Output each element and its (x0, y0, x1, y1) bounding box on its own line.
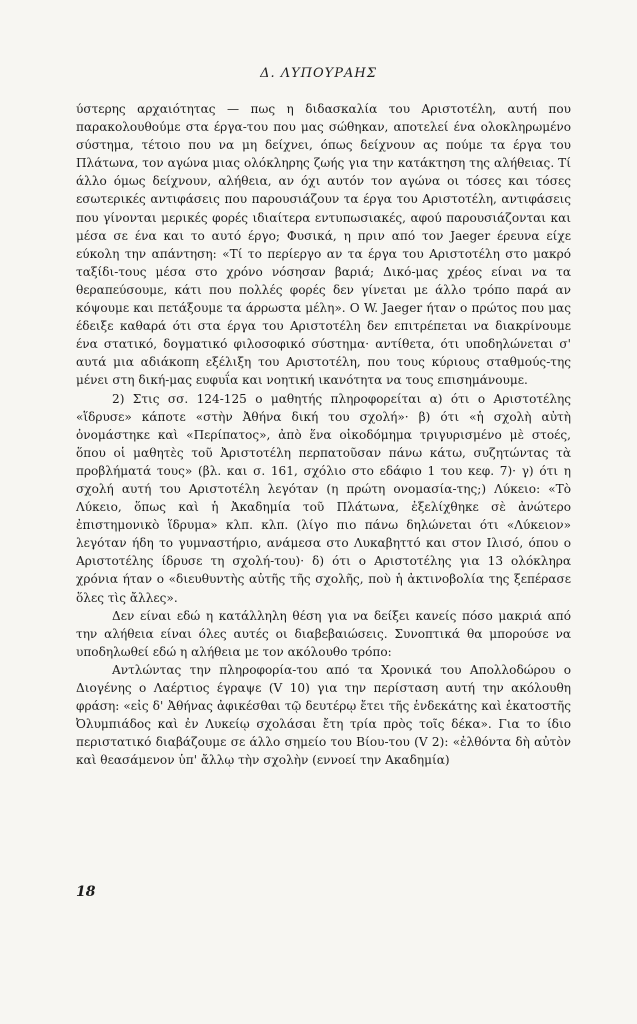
paragraph: Αντλώντας την πληροφορία-του από τα Χρονικά του Απολλοδώρου ο Διογένης ο Λαέρτιος έγραψε (V 10) για την περίσταση αυτή την ακόλουθη φράση: «εἰς δ' Ἀθήνας ἀφικέσθαι τῷ δευτέρῳ ἔτει τῆς ἑνδεκάτης καὶ ἑκατοστῆς Ὀλυμπιάδος καὶ ἐν Λυκείῳ σχολάσαι ἔτη τρία πρὸς τοῖς δέκα». Για το ίδιο περιστατικό διαβάζουμε σε άλλο σημείο του Βίου-του (V 2): «ἐλθόντα δὴ αὐτὸν καὶ θεασάμενον ὑπ' ἄλλῳ τὴν σχολὴν (εννοεί την Ακαδημία) (76, 662, 571, 768)
paragraph: Δεν είναι εδώ η κατάλληλη θέση για να δείξει κανείς πόσο μακριά από την αλήθεια είναι όλες αυτές οι διαβεβαιώσεις. Συνοπτικά θα μπορούσε να υποδηλωθεί εδώ η αλήθεια με τον ακόλουθο τρόπο: (76, 608, 571, 659)
page-number: 18 (76, 884, 96, 900)
body-text (76, 100, 571, 769)
paragraph: ύστερης αρχαιότητας — πως η διδασκαλία του Αριστοτέλη, αυτή που παρακολουθούμε στα έργα-του που μας σώθηκαν, αποτελεί ένα ολοκληρωμένο σύστημα, τέτοιο που να μη δείχνει, όπως δείχνουν ας πούμε τα έργα του Πλάτωνα, τον αγώνα μιας ολόκληρης ζωής για την κατάκτηση της αλήθειας. Τί άλλο όμως δείχνουν, αλήθεια, αν όχι αυτόν τον αγώνα οι τόσες και τόσες εσωτερικές αντιφάσεις που παρουσιάζουν τα έργα του Αριστοτέλη, αντιφάσεις που γίνονται μερικές φορές ιδιαίτερα εντυπωσιακές, αφού παρουσιάζονται και μέσα σε ένα και το αυτό έργο; Φυσικά, η πριν από τον Jaeger έρευνα είχε εύκολη την απάντηση: «Τί το περίεργο αν τα έργα του Αριστοτέλη στο μακρό ταξίδι-τους μέσα στο χρόνο νόσησαν βαριά; Δικό-μας χρέος είναι να τα θεραπεύσουμε, κάτι που πολλές φορές δεν γίνεται με άλλο τρόπο παρά αν κόψουμε και πετάξουμε τα άρρωστα μέλη». Ο W. Jaeger ήταν ο πρώτος που μας έδειξε καθαρά ότι στα έργα του Αριστοτέλη δεν επιτρέπεται να διακρίνουμε ένα στατικό, δογματικό φιλοσοφικό σύστημα· αντίθετα, ότι υποδηλώνεται σ' αυτά μια αδιάκοπη εξέλιξη του Αριστοτέλη, που τους κύριους σταθμούς-της μένει στη δική-μας ευφυΐα και νοητική ικανότητα να τους επισημάνουμε. (76, 102, 571, 388)
paragraph: 2) Στις σσ. 124-125 ο μαθητής πληροφορείται α) ότι ο Αριστοτέλης «ἵδρυσε» κάποτε «στὴν Ἀθήνα δική του σχολή»· β) ότι «ἡ σχολὴ αὐτὴ ὀνομάστηκε καὶ «Περίπατος», ἀπὸ ἕνα οἰκοδόμημα τριγυρισμένο μὲ στοές, ὅπου οἱ μαθητὲς τοῦ Ἀριστοτέλη περπατοῦσαν πάνω κάτω, συζητώντας τὰ προβλήματά τους» (βλ. και σ. 161, σχόλιο στο εδάφιο 1 του κεφ. 7)· γ) ότι η σχολή αυτή του Αριστοτέλη λεγόταν (η πρώτη ονομασία-της;) Λύκειο: «Τὸ Λύκειο, ὅπως καὶ ἡ Ἀκαδημία τοῦ Πλάτωνα, ἐξελίχθηκε σὲ ἀνώτερο ἐπιστημονικὸ ἵδρυμα» κλπ. κλπ. (λίγο πιο πάνω δηλώνεται ότι «Λύκειον» λεγόταν ήδη το γυμναστήριο, ανάμεσα στο Λυκαβηττό και στον Ιλισό, όπου ο Αριστοτέλης ίδρυσε τη σχολή-του)· δ) ότι ο Αριστοτέλης για 13 ολόκληρα χρόνια ήταν ο «διευθυντὴς αὐτῆς τῆς σχολῆς, ποὺ ἡ ἀκτινοβολία της ξεπέρασε ὅλες τὶς ἄλλες». (76, 391, 571, 605)
running-header: Δ. ΛΥΠΟΥΡΑΗΣ (260, 66, 377, 81)
